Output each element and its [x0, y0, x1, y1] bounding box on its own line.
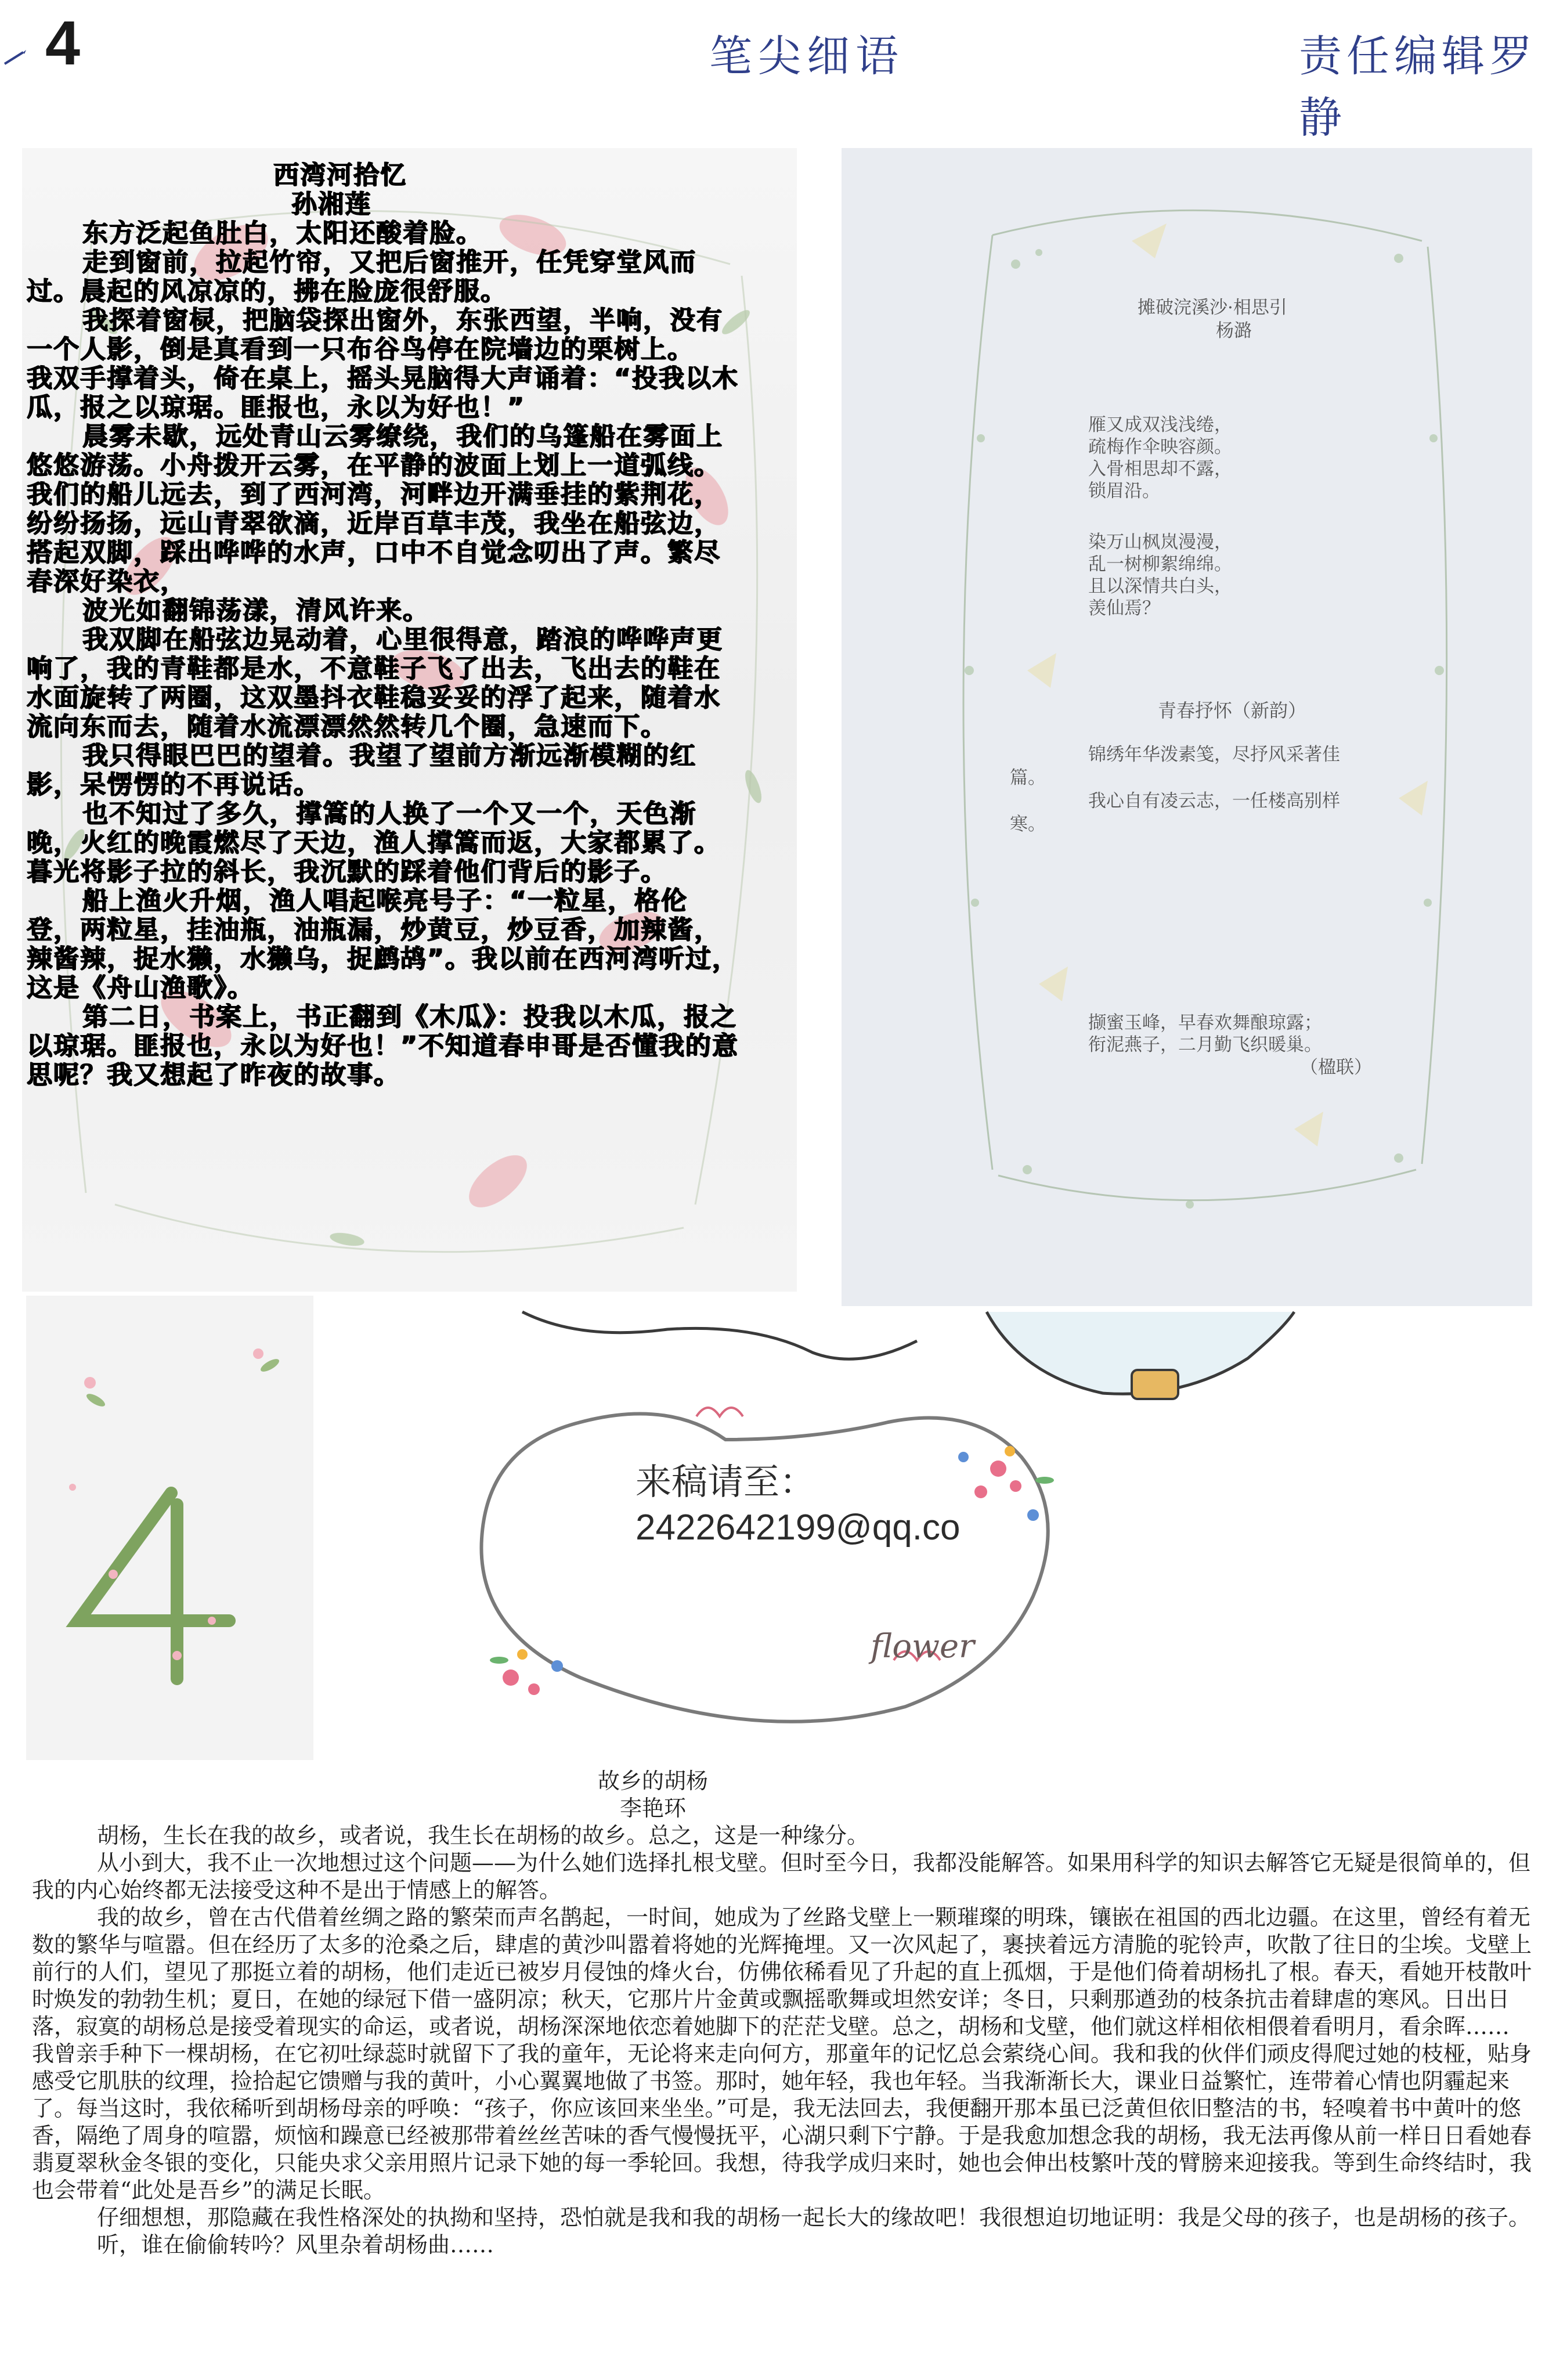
article-west-bay [22, 148, 797, 1292]
page-header [0, 0, 1567, 143]
poem-line: 染万山枫岚漫漫， [1088, 532, 1232, 553]
paragraph: 走到窗前，拉起竹帘，又把后窗推开，任凭穿堂风而过。晨起的风凉凉的，拂在脸庞很舒服。 [27, 247, 696, 306]
poem-card [842, 148, 1532, 1306]
paragraph: 我的故乡，曾在古代借着丝绸之路的繁荣而声名鹊起，一时间，她成为了丝路戈壁上一颗璀璨的明珠，镶嵌在祖国的西北边疆。在这里，曾经有着无数的繁华与喧嚣。但在经历了太多的沧桑之后，肆虐的黄沙叫嚣着将她的光辉掩埋。又一次风起了，裹挟着远方清脆的驼铃声，吹散了往日的尘埃。戈壁上前行的人们，望见了那挺立着的胡杨，他们走近已被岁月侵蚀的烽火台，仿佛依稀看见了升起的直上孤烟，于是他们倚着胡杨扎了根。春天，看她开枝散叶时焕发的勃勃生机；夏日，在她的绿冠下借一盛阴凉；秋天，它那片片金黄或飘摇歌舞或坦然安详；冬日，只剩那遒劲的枝条抗击着肆虐的寒风。日出日落，寂寞的胡杨总是接受着现实的命运，或者说，胡杨深深地依恋着她脚下的茫茫戈壁。总之，胡杨和戈壁，他们就这样相依相偎着看明月，看余晖…… [32, 1905, 1532, 2039]
submission-label: 来稿请至： [636, 1462, 816, 1502]
article-paragraphs [32, 1822, 1535, 2259]
couplet-note: （楹联） [1300, 1057, 1372, 1078]
paragraph: 我曾亲手种下一棵胡杨，在它初吐绿蕊时就留下了我的童年，无论将来走向何方，那童年的记忆总会萦绕心间。我和我的伙伴们顽皮得爬过她的枝桠，贴身感受它肌肤的纹理，捡拾起它馈赠与我的黄叶，小心翼翼地做了书签。那时，她年轻，我也年轻。当我渐渐长大，课业日益繁忙，连带着心情也阴霾起来了。每当这时，我依稀听到胡杨母亲的呼唤：“孩子，你应该回来坐坐。”可是，我无法回去，我便翻开那本虽已泛黄但依旧整洁的书，轻嗅着书中黄叶的悠香，隔绝了周身的喧嚣，烦恼和躁意已经被那带着丝丝苦味的香气慢慢抚平，心湖只剩下宁静。于是我愈加想念我的胡杨，我无法再像从前一样日日看她春翡夏翠秋金冬银的变化，只能央求父亲用照片记录下她的每一季轮回。我想，待我学成归来时，她也会伸出枝繁叶茂的臂膀来迎接我。等到生命终结时，我也会带着“此处是吾乡”的满足长眠。 [32, 2041, 1532, 2203]
poem1-title: 摊破浣溪沙·相思引 [1138, 297, 1287, 318]
poem-line: 羡仙焉？ [1088, 598, 1160, 619]
poem-line: 入骨相思却不露， [1088, 459, 1232, 479]
paragraph: 胡杨，生长在我的故乡，或者说，我生长在胡杨的故乡。总之，这是一种缘分。 [97, 1823, 869, 1848]
paragraph: 船上渔火升烟，渔人唱起喉亮号子：“一粒星，格伦登，两粒星，挂油瓶，油瓶漏，炒黄豆，炒豆香，加辣酱，辣酱辣，捉水獭，水獭乌，捉鹧鸪”。我以前在西河湾听过，这是《舟山渔歌》。 [27, 886, 739, 1003]
poem2-line2: 我心自有凌云志，一任楼高别样 [1088, 791, 1340, 812]
paragraph: 东方泛起鱼肚白，太阳还酸着脸。 [82, 218, 483, 248]
poem1-stanza2 [1088, 531, 1413, 619]
poem1-stanza1 [1088, 414, 1413, 502]
paragraph: 听，谁在偷偷转吟？风里杂着胡杨曲…… [97, 2232, 494, 2258]
poem-line: 乱一树柳絮绵绵。 [1088, 554, 1232, 575]
poem-line: 疏梅作伞映容颜。 [1088, 437, 1232, 457]
article-hometown-poplar [32, 1768, 1535, 2259]
article-west-bay-text [27, 161, 741, 1090]
poem2-line1-tail: 篇。 [1010, 767, 1046, 788]
couplet-line2: 衔泥燕子，二月勤飞织暖巢。 [1088, 1034, 1322, 1055]
article-title: 西湾河拾忆 [273, 160, 407, 190]
article-author: 李艳环 [619, 1795, 686, 1821]
poem1-author: 杨潞 [1216, 320, 1252, 341]
article-title: 故乡的胡杨 [597, 1768, 708, 1794]
article-author: 孙湘莲 [291, 189, 371, 219]
paragraph: 第二日，书案上，书正翻到《木瓜》：投我以木瓜，报之以琼琚。匪报也，永以为好也！”不知道春申哥是否懂我的意思呢？我又想起了昨夜的故事。 [27, 1002, 739, 1090]
paragraph: 仔细想想，那隐藏在我性格深处的执拗和坚持，恐怕就是我和我的胡杨一起长大的缘故吧！我很想迫切地证明：我是父母的孩子，也是胡杨的孩子。 [97, 2205, 1531, 2230]
poem2-title: 青春抒怀（新韵） [1158, 699, 1307, 722]
vine-frame-background [842, 148, 1532, 1306]
paragraph: 我双脚在船弦边晃动着，心里很得意，踏浪的哗哗声更响了，我的青鞋都是水，不意鞋子飞了出去，飞出去的鞋在水面旋转了两圈，这双墨抖衣鞋稳妥妥的浮了起来，随着水流向东而去，随着水流漂漂然然转几个圈，急速而下。 [27, 625, 723, 741]
editor-label: 责任编辑罗静 [1299, 31, 1537, 143]
paragraph: 暮光将影子拉的斜长，我沉默的踩着他们背后的影子。 [27, 857, 667, 886]
paragraph: 波光如翻锦荡漾，清风许来。 [82, 596, 429, 625]
paragraph: 我双手撑着头，倚在桌上，摇头晃脑得大声诵着：“投我以木瓜，报之以琼琚。匪报也，永以为好也！” [27, 363, 739, 422]
poem-line: 且以深情共白头， [1088, 576, 1232, 597]
submission-info [636, 1460, 960, 1550]
flower-label: flower [871, 1628, 974, 1665]
pen-icon [2, 49, 27, 66]
paragraph: 我只得眼巴巴的望着。我望了望前方渐远渐模糊的红影，呆愣愣的不再说话。 [27, 741, 696, 799]
poem-line: 雁又成双浅浅绻， [1088, 414, 1232, 435]
poem2-line1: 锦绣年华泼素笺，尽抒风采著佳 [1088, 744, 1340, 765]
submission-email: 2422642199@qq.co [636, 1508, 961, 1548]
page-number: 4 [45, 8, 81, 78]
poem2-line2-tail: 寒。 [1010, 814, 1046, 835]
paragraph: 晨雾未歇，远处青山云雾缭绕，我们的乌篷船在雾面上悠悠游荡。小舟拨开云雾，在平静的波面上划上一道弧线。我们的船儿远去，到了西河湾，河畔边开满垂挂的紫荆花，纷纷扬扬，远山青翠欲滴，近岸百草丰茂，我坐在船弦边，搭起双脚，踩出哗哗的水声，口中不自觉念叨出了声。繁尽春深好染衣， [27, 421, 723, 596]
column-title: 笔尖细语 [709, 31, 904, 81]
couplet-line1: 撷蜜玉峰，早春欢舞酿琼露； [1088, 1012, 1322, 1033]
poem-line: 锁眉沿。 [1088, 481, 1160, 502]
paragraph: 从小到大，我不止一次地想过这个问题——为什么她们选择扎根戈壁。但时至今日，我都没能解答。如果用科学的知识去解答它无疑是很简单的，但我的内心始终都无法接受这种不是出于情感上的解答。 [32, 1850, 1531, 1903]
paragraph: 我探着窗棂，把脑袋探出窗外，东张西望，半响，没有一个人影，倒是真看到一只布谷鸟停在院墙边的栗树上。 [27, 305, 723, 364]
paragraph: 也不知过了多久，撑篙的人换了一个又一个，天色渐晚，火红的晚霞燃尽了天边，渔人撑篙而返，大家都累了。 [27, 799, 721, 857]
